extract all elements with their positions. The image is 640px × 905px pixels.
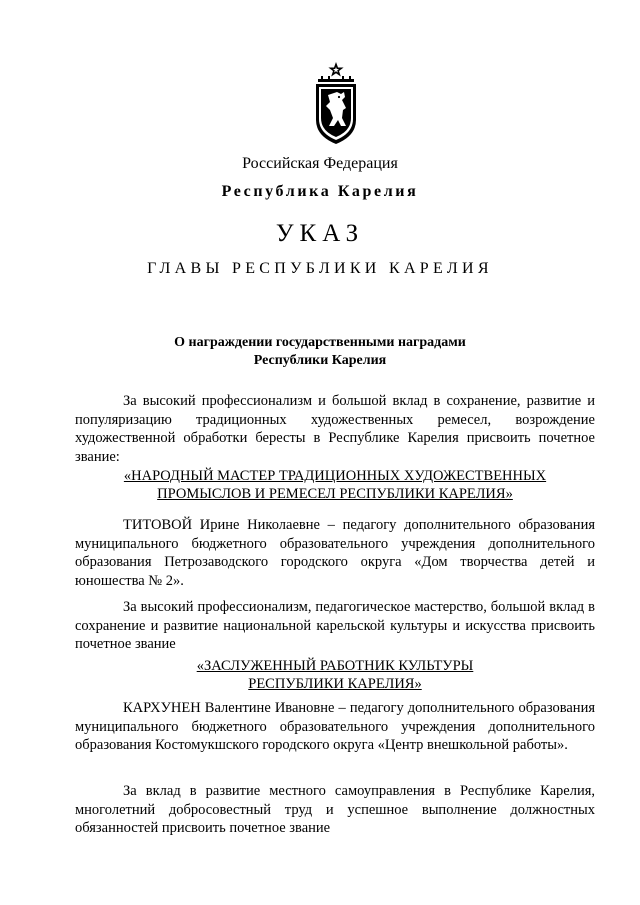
republic-name: Республика Карелия (221, 183, 419, 200)
paragraph-5: За вклад в развитие местного самоуправления в Республике Карелия, многолетний добросовестный труд и успешное выполнение должностных обязанностей присвоить почетное звание (75, 783, 595, 836)
honorary-title-1 (75, 467, 595, 503)
honorary-title-2 (75, 657, 595, 693)
subject-line-1: О награждении государственными наградами (174, 335, 466, 350)
honorary-title-2-line-2: РЕСПУБЛИКИ КАРЕЛИЯ» (248, 676, 422, 692)
paragraph-4: КАРХУНЕН Валентине Ивановне – педагогу дополнительного образования муниципального бюджетного образовательного учреждения дополнительного образования Костомукшского городского округа «Центр внешкольной работы». (75, 700, 595, 753)
honorary-title-2-line-1: «ЗАСЛУЖЕННЫЙ РАБОТНИК КУЛЬТУРЫ (196, 658, 474, 674)
paragraph-3: За высокий профессионализм, педагогическое мастерство, большой вклад в сохранение и развитие национальной карельской культуры и искусства присвоить почетное звание (75, 599, 595, 652)
paragraph-2: ТИТОВОЙ Ирине Николаевне – педагогу дополнительного образования муниципального бюджетного образовательного учреждения дополнительного образования Петрозаводского городского округа «Дом творчества детей и юношества № 2». (75, 517, 595, 589)
country-name: Российская Федерация (242, 155, 398, 172)
honorary-title-1-line-2: ПРОМЫСЛОВ И РЕМЕСЕЛ РЕСПУБЛИКИ КАРЕЛИЯ» (157, 486, 513, 502)
issuer-title: ГЛАВЫ РЕСПУБЛИКИ КАРЕЛИЯ (147, 260, 493, 277)
coat-of-arms-icon (308, 62, 364, 146)
subject-line-2: Республики Карелия (253, 353, 387, 368)
paragraph-1: За высокий профессионализм и большой вклад в сохранение, развитие и популяризацию традиционных художественных ремесел, возрождение художественной обработки бересты в Республике Карелия присвоить почетное звание: (75, 393, 595, 465)
decree-subject (120, 334, 520, 370)
document-type: УКАЗ (275, 220, 365, 247)
honorary-title-1-line-1: «НАРОДНЫЙ МАСТЕР ТРАДИЦИОННЫХ ХУДОЖЕСТВЕННЫХ (123, 468, 547, 484)
